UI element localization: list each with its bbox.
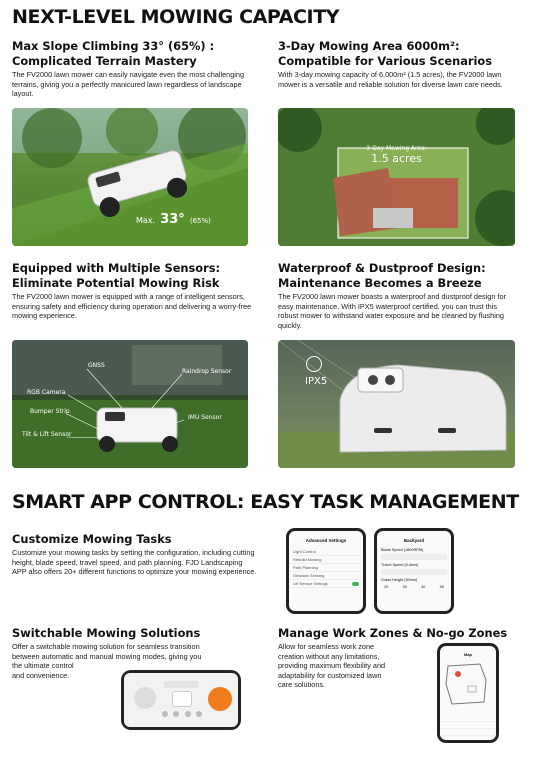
- phone2-header: Backyard: [403, 538, 425, 543]
- sensors-image: [12, 340, 248, 468]
- app-switchable-desc-1: Offer a switchable mowing solution for seamless transition: [12, 642, 200, 651]
- map-info-row: [440, 715, 496, 722]
- feature-sensors: [12, 261, 262, 321]
- section-heading-app-control: SMART APP CONTROL: EASY TASK MANAGEMENT: [12, 491, 519, 513]
- app-switchable-desc-4: and convenience.: [12, 670, 70, 680]
- area-label: [278, 145, 515, 165]
- cloud-icon: [306, 356, 322, 372]
- control-button[interactable]: [173, 711, 179, 717]
- feature-sensors-desc: The FV2000 lawn mower is equipped with a range of intelligent sensors, ensuring safety and efficiency during operation and delivering a worry-free mowing experience.: [12, 292, 252, 321]
- slope-label-value: 33°: [160, 212, 185, 227]
- phone-backyard: [374, 528, 454, 614]
- joystick-left[interactable]: [134, 687, 156, 709]
- phone3-screen: [124, 673, 238, 727]
- phone1-screen: [289, 531, 363, 611]
- app-switchable-title: Switchable Mowing Solutions: [12, 626, 201, 640]
- feature-waterproof-title-1: Waterproof & Dustproof Design:: [278, 261, 486, 275]
- slope-image: [12, 108, 248, 246]
- sensor-label-bumper: Bumper Strip: [30, 408, 70, 415]
- blade-speed-label: Blade Speed (1800RPM): [381, 548, 424, 552]
- sensors-illustration: [12, 340, 248, 468]
- feature-sensors-title-2: Eliminate Potential Mowing Risk: [12, 276, 220, 290]
- app-switchable-desc-2: between automatic and manual mowing modes, giving you: [12, 651, 202, 661]
- sensor-label-gnss: GNSS: [88, 362, 105, 369]
- control-button[interactable]: [185, 711, 191, 717]
- mower-status-bar: [164, 681, 198, 688]
- grass-height-options: [377, 585, 451, 589]
- grass-height-option[interactable]: 40: [421, 585, 426, 589]
- feature-area: [278, 39, 528, 89]
- travel-speed-control[interactable]: [381, 569, 447, 575]
- feature-waterproof-title-2: Maintenance Becomes a Breeze: [278, 276, 482, 290]
- area-label-big: 1.5 acres: [371, 152, 422, 165]
- control-buttons: [162, 711, 202, 717]
- phone1-item[interactable]: Path Planning: [289, 564, 363, 572]
- app-zones-desc-3: providing maximum flexibility and: [278, 661, 386, 671]
- blade-start-button[interactable]: [208, 687, 232, 711]
- sensor-label-imu: IMU Sensor: [188, 414, 222, 421]
- phone-map: [437, 643, 499, 743]
- slope-label: [136, 208, 211, 227]
- app-customize-desc: Customize your mowing tasks by setting the configuration, including cutting height, blade speed, travel speed, and path planning. FJD Landscaping APP also offers 20+ different functions to optimize your mowing experience.: [12, 548, 257, 577]
- phone-advanced-settings: [286, 528, 366, 614]
- app-switchable-desc-3: the ultimate control: [12, 661, 74, 671]
- phone1-item[interactable]: Rebuild Mowing: [289, 556, 363, 564]
- slope-illustration: [12, 108, 248, 246]
- area-label-small: 3-Day Mowing Area:: [366, 145, 427, 152]
- zone-map[interactable]: [440, 660, 496, 710]
- area-image: [278, 108, 515, 246]
- slope-label-suffix: (65%): [189, 217, 211, 225]
- feature-slope-title-2: Complicated Terrain Mastery: [12, 54, 197, 68]
- grass-height-label: Grass Height (30mm): [381, 578, 418, 582]
- control-button[interactable]: [162, 711, 168, 717]
- feature-area-desc: With 3-day mowing capacity of 6,000m² (1.5 acres), the FV2000 lawn mower is a versatile and reliable solution for diverse lawn care needs.: [278, 70, 503, 89]
- app-zones-desc-4: adaptability for customized lawn: [278, 670, 382, 680]
- phone1-header: Advanced Settings: [305, 538, 347, 543]
- grass-height-option[interactable]: 30: [402, 585, 407, 589]
- phone2-screen: [377, 531, 451, 611]
- phone4-screen: [440, 646, 496, 740]
- map-info-row: [440, 722, 496, 729]
- feature-area-title-1: 3-Day Mowing Area 6000m²:: [278, 39, 460, 53]
- app-customize-title: Customize Mowing Tasks: [12, 532, 172, 546]
- sensor-label-raindrop: Raindrop Sensor: [182, 368, 232, 375]
- ipx5-badge: IPX5: [305, 376, 328, 387]
- toggle-switch[interactable]: [352, 582, 359, 586]
- blade-speed-control[interactable]: [381, 554, 447, 560]
- phone-manual-control: [121, 670, 241, 730]
- grass-height-option[interactable]: 20: [384, 585, 389, 589]
- app-zones-desc-1: Allow for seamless work zone: [278, 642, 375, 651]
- sensor-label-rgb: RGB Camera: [27, 389, 66, 396]
- sensor-label-tilt: Tilt & Lift Sensor: [22, 431, 72, 438]
- feature-sensors-title-1: Equipped with Multiple Sensors:: [12, 261, 221, 275]
- feature-waterproof: [278, 261, 528, 330]
- travel-speed-label: Travel Speed (0.4m/s): [381, 563, 419, 567]
- phone1-item-toggle-row[interactable]: [289, 580, 363, 588]
- slope-label-prefix: Max.: [136, 216, 156, 225]
- aerial-illustration: [278, 108, 515, 246]
- feature-slope-desc: The FV2000 lawn mower can easily navigate even the most challenging terrains, giving you a perfectly manicured lawn regardless of landscape layout.: [12, 70, 245, 99]
- control-button[interactable]: [196, 711, 202, 717]
- app-zones-desc-5: care solutions.: [278, 680, 326, 690]
- app-zones-desc-2: creation without any limitations,: [278, 651, 380, 661]
- phone1-item[interactable]: Obstacle Sensing: [289, 572, 363, 580]
- feature-slope-title-1: Max Slope Climbing 33° (65%) :: [12, 39, 215, 53]
- feature-waterproof-desc: The FV2000 lawn mower boasts a waterproof and dustproof design for easy maintenance. With IPX5 waterproof certified, you can trust this robust mower to withstand water exposure and be cleaned by flushing quickly.: [278, 292, 506, 330]
- section-heading-mowing-capacity: NEXT-LEVEL MOWING CAPACITY: [12, 6, 340, 28]
- waterproof-image: [278, 340, 515, 468]
- app-customize: [12, 532, 262, 577]
- phone4-header: Map: [464, 652, 472, 657]
- map-info-row: [440, 729, 496, 736]
- phone1-item: Lift Sensor Settings: [293, 581, 328, 586]
- phone1-item[interactable]: Light Control: [289, 548, 363, 556]
- grass-height-option[interactable]: 55: [439, 585, 444, 589]
- app-zones-title: Manage Work Zones & No-go Zones: [278, 626, 508, 640]
- feature-slope: [12, 39, 262, 99]
- mower-preview: [172, 691, 192, 707]
- feature-area-title-2: Compatible for Various Scenarios: [278, 54, 493, 68]
